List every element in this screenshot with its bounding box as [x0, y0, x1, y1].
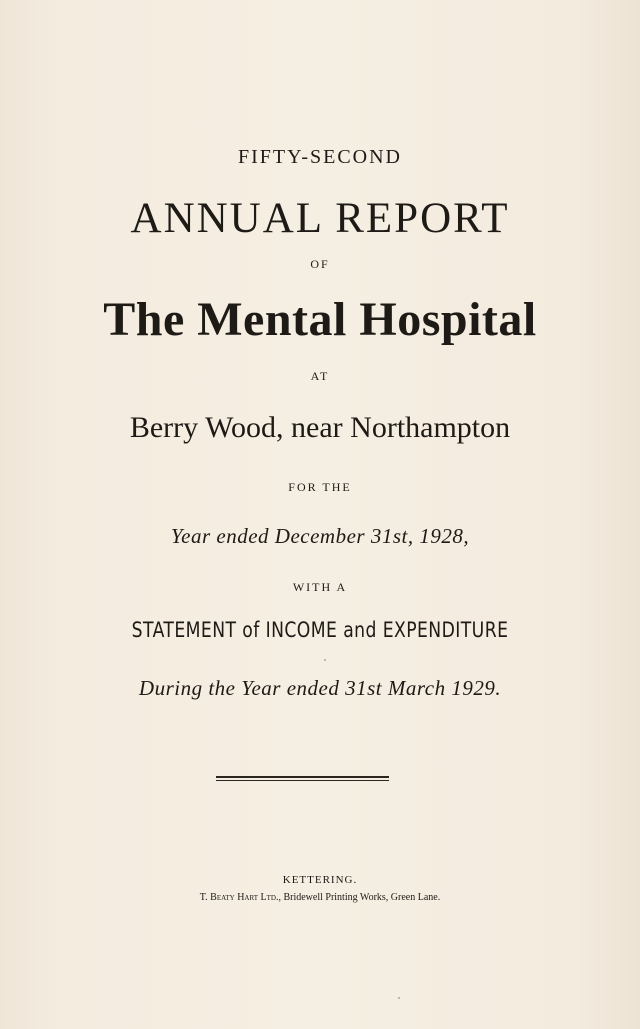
report-ordinal: FIFTY-SECOND — [237, 146, 403, 168]
decorative-rule-thick — [216, 776, 389, 778]
statement-heading: STATEMENT of INCOME and EXPENDITURE — [131, 618, 509, 642]
institution-location: Berry Wood, near Northampton — [129, 411, 511, 444]
paper-speck — [324, 659, 326, 661]
institution-name: The Mental Hospital — [103, 293, 537, 346]
decorative-rule-thin — [216, 780, 389, 781]
printer-name: T. Beaty Hart Ltd. — [199, 892, 279, 903]
connector-of: OF — [310, 257, 330, 271]
report-title: ANNUAL REPORT — [130, 195, 510, 242]
report-year-line: Year ended December 31st, 1928, — [170, 524, 470, 548]
imprint-printer — [0, 892, 640, 903]
connector-with-a: WITH A — [292, 580, 348, 594]
connector-for-the: FOR THE — [288, 480, 352, 494]
paper-speck — [398, 997, 400, 999]
connector-at: AT — [310, 369, 330, 383]
printer-address: , Bridewell Printing Works, Green Lane. — [278, 892, 441, 903]
imprint-town: KETTERING. — [282, 874, 358, 886]
financial-year-line: During the Year ended 31st March 1929. — [138, 676, 502, 700]
